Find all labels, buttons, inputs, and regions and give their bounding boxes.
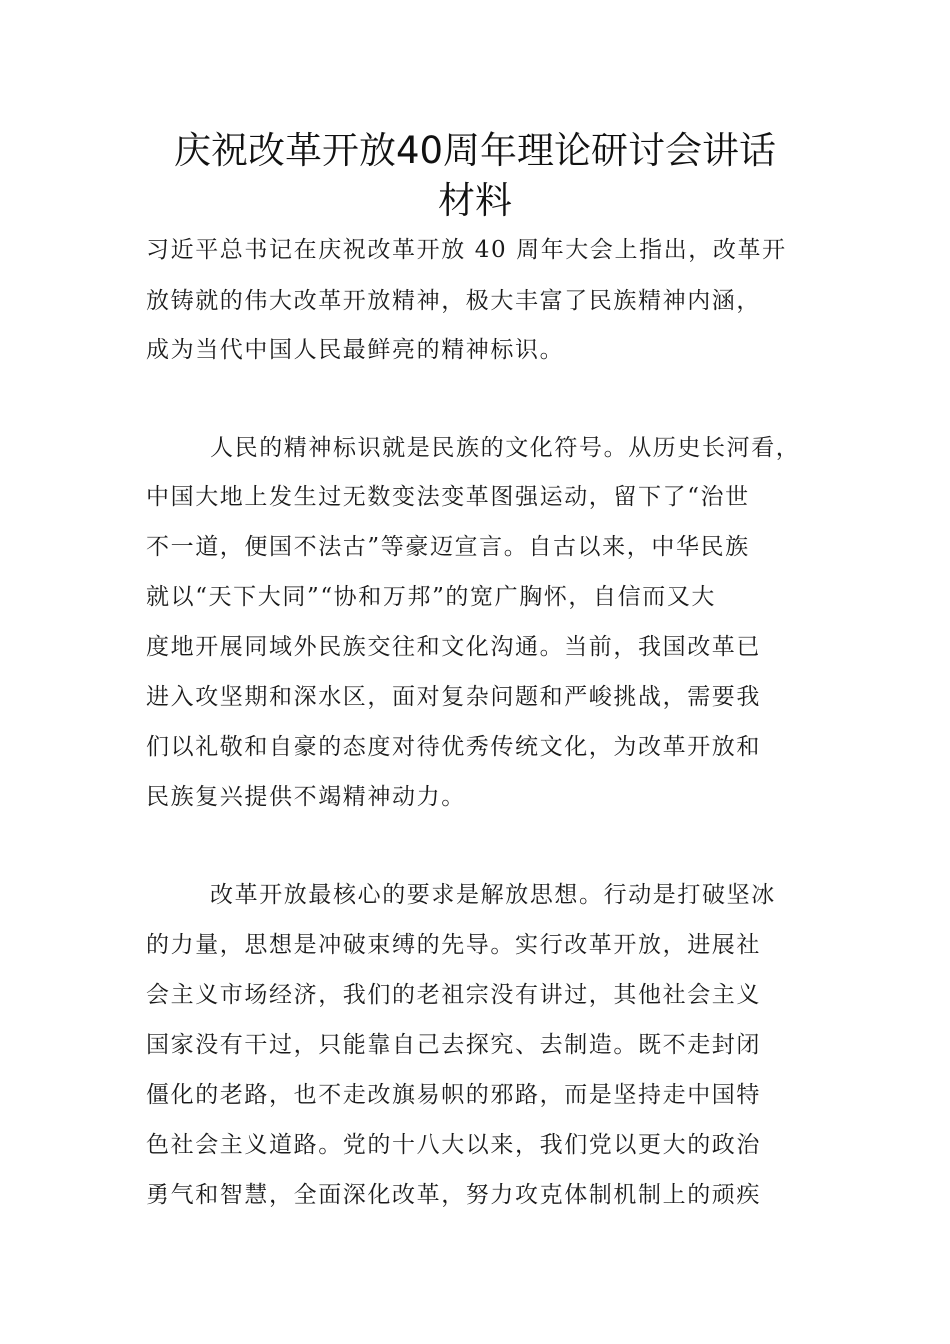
paragraph-3-line-7: 勇气和智慧，全面深化改革，努力攻克体制机制上的顽疾: [146, 1182, 761, 1208]
paragraph-3-line-2: 的力量，思想是冲破束缚的先导。实行改革开放，进展社: [146, 932, 761, 958]
paragraph-3-line-6: 色社会主义道路。党的十八大以来，我们党以更大的政治: [146, 1132, 761, 1158]
paragraph-2-line-2: 中国大地上发生过无数变法变革图强运动，留下了“治世: [146, 484, 750, 510]
paragraph-1-line-3: 成为当代中国人民最鲜亮的精神标识。: [146, 337, 565, 363]
paragraph-2-line-7: 们以礼敬和自豪的态度对待优秀传统文化，为改革开放和: [146, 734, 761, 760]
paragraph-3-line-3: 会主义市场经济，我们的老祖宗没有讲过，其他社会主义: [146, 982, 761, 1008]
paragraph-2-line-4: 就以“天下大同”“协和万邦”的宽广胸怀，自信而又大: [146, 584, 717, 610]
paragraph-2-line-1: 人民的精神标识就是民族的文化符号。从历史长河看，: [210, 435, 801, 461]
paragraph-1-line-1: 习近平总书记在庆祝改革开放 40 周年大会上指出，改革开: [146, 237, 787, 263]
title-line-1: 庆祝改革开放40周年理论研讨会讲话: [173, 129, 777, 172]
paragraph-2-line-5: 度地开展同域外民族交往和文化沟通。当前，我国改革已: [146, 634, 761, 660]
paragraph-3-line-4: 国家没有干过，只能靠自己去探究、去制造。既不走封闭: [146, 1032, 761, 1058]
paragraph-3-line-1: 改革开放最核心的要求是解放思想。行动是打破坚冰: [210, 882, 776, 908]
paragraph-3-line-5: 僵化的老路，也不走改旗易帜的邪路，而是坚持走中国特: [146, 1082, 761, 1108]
paragraph-2-line-6: 进入攻坚期和深水区，面对复杂问题和严峻挑战，需要我: [146, 684, 761, 710]
title-line-2: 材料: [438, 179, 512, 222]
paragraph-2-line-3: 不一道，便国不法古”等豪迈宣言。自古以来，中华民族: [146, 534, 750, 560]
paragraph-2-line-8: 民族复兴提供不竭精神动力。: [146, 784, 466, 810]
paragraph-1-line-2: 放铸就的伟大改革开放精神，极大丰富了民族精神内涵，: [146, 288, 761, 314]
document-title: [100, 126, 850, 226]
